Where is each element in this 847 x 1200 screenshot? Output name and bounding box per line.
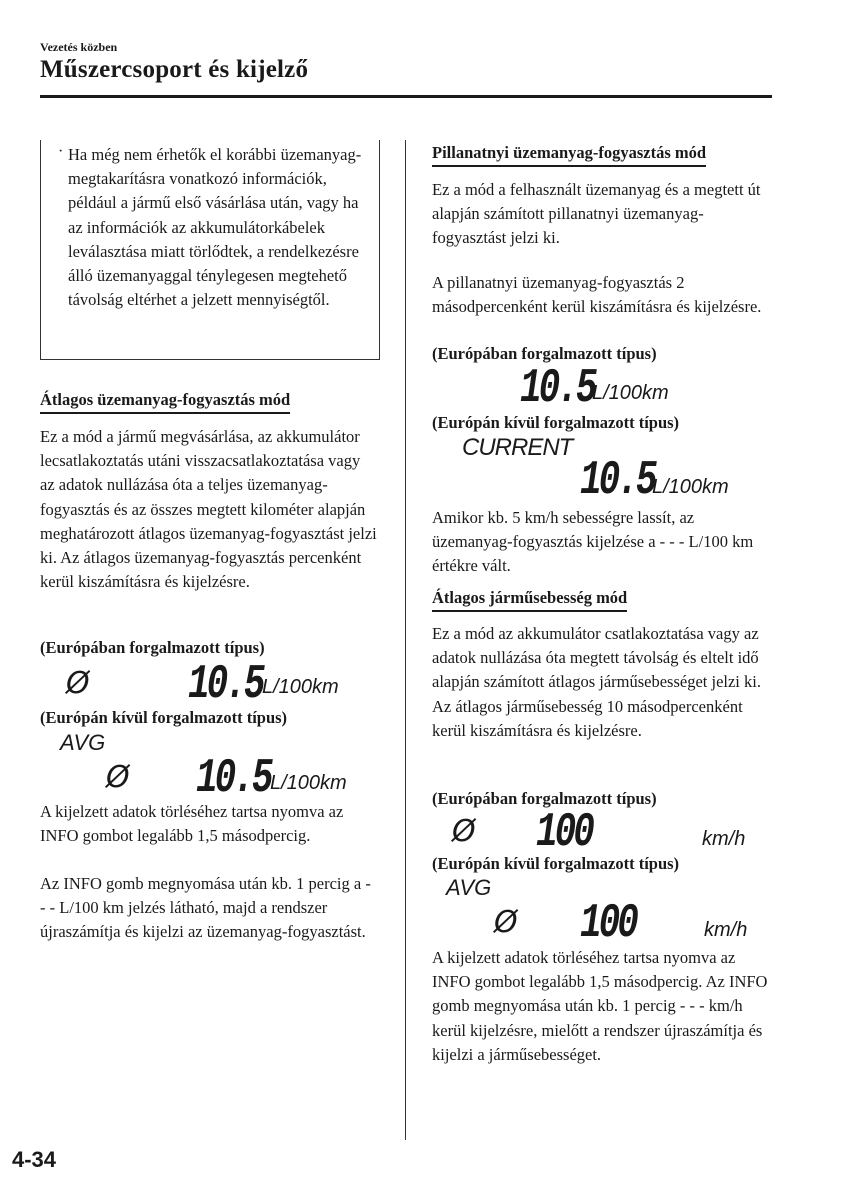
- reset-paragraph: A kijelzett adatok törléséhez tartsa nyomva az INFO gombot legalább 1,5 másodpercig.: [40, 802, 344, 846]
- non-europe-label: (Európán kívül forgalmazott típus): [432, 413, 680, 432]
- speed-reset-paragraph: A kijelzett adatok törléséhez tartsa nyomva az INFO gombot legalább 1,5 másodpercig. Az INFO gomb megnyomása után kb. 1 percig - - - km/h kerül kijelzésre, mielőtt a rendszer újraszámítja és kijelzi a járműsebességet.: [432, 948, 768, 1064]
- avg-tag: AVG: [446, 875, 492, 900]
- lcd-unit: L/100km: [592, 382, 669, 404]
- lcd-value: 10.5: [188, 658, 263, 712]
- lcd-display-speed-non-europe: [432, 875, 772, 951]
- lcd-value: 10.5: [580, 454, 655, 508]
- lcd-unit: L/100km: [652, 476, 729, 498]
- column-divider: [405, 140, 406, 1140]
- lcd-unit: L/100km: [270, 772, 347, 794]
- avg-speed-heading: Átlagos járműsebesség mód: [432, 588, 627, 612]
- lcd-display-speed-europe: [432, 806, 772, 860]
- lcd-unit: L/100km: [262, 676, 339, 698]
- instant-fuel-paragraph-3: Amikor kb. 5 km/h sebességre lassít, az üzemanyag-fogyasztás kijelzése a - - - L/100 km értékre vált.: [432, 508, 754, 576]
- section-label: Vezetés közben: [40, 40, 118, 54]
- lcd-value: 10.5: [196, 752, 271, 806]
- europe-label: (Európában forgalmazott típus): [40, 638, 265, 657]
- lcd-display-instant-europe: [432, 362, 772, 416]
- average-symbol-icon: Ø: [452, 814, 476, 849]
- non-europe-label: (Európán kívül forgalmazott típus): [40, 708, 288, 727]
- page-title: Műszercsoport és kijelző: [40, 56, 309, 83]
- avg-fuel-heading: Átlagos üzemanyag-fogyasztás mód: [40, 390, 290, 414]
- average-symbol-icon: Ø: [494, 905, 518, 940]
- current-tag: CURRENT: [462, 434, 573, 461]
- avg-fuel-paragraph: Ez a mód a jármű megvásárlása, az akkumulátor lecsatlakoztatás utáni visszacsatlakoztatása vagy az adatok nullázása óta a teljes üzemanyag-fogyasztás és az összes megtett kilométer alapján meghatározott átlagos üzemanyag-fogyasztást jelzi ki. Az átlagos üzemanyag-fogyasztás percenként kerül kiszámításra és kijelzésre.: [40, 427, 377, 592]
- lcd-display-avg-non-europe: [40, 730, 380, 806]
- lcd-value: 100: [580, 897, 636, 951]
- average-symbol-icon: Ø: [66, 666, 90, 701]
- instant-fuel-heading: Pillanatnyi üzemanyag-fogyasztás mód: [432, 143, 706, 167]
- note-text: Ha még nem érhetők el korábbi üzemanyag-megtakarításra vonatkozó információk, például a jármű első vásárlása után, vagy ha az információk az akkumulátorkábelek leválasztása miatt törlődtek, a rendelkezésre álló üzemanyaggal ténylegesen megtehető távolság eltérhet a jelzett mennyiségtől.: [68, 145, 362, 310]
- reset-paragraph-2: Az INFO gomb megnyomása után kb. 1 percig a - - - L/100 km jelzés látható, majd a rendszer újraszámítja és kijelzi az üzemanyag-fogyasztást.: [40, 874, 371, 942]
- page-number: 4-34: [12, 1147, 57, 1172]
- note-bullet: ·: [58, 143, 64, 160]
- lcd-display-instant-non-europe: [432, 434, 772, 508]
- title-rule: [40, 95, 772, 98]
- average-symbol-icon: Ø: [106, 760, 130, 795]
- avg-speed-paragraph: Ez a mód az akkumulátor csatlakoztatása vagy az adatok nullázása óta megtett távolság és eltelt idő alapján számított átlagos járműsebességet jelzi ki. Az átlagos járműsebesség 10 másodpercenként kerül kiszámításra és kijelzésre.: [432, 624, 761, 740]
- non-europe-label: (Európán kívül forgalmazott típus): [432, 854, 680, 873]
- lcd-unit: km/h: [702, 828, 746, 850]
- lcd-display-avg-europe: [40, 658, 380, 712]
- europe-label: (Európában forgalmazott típus): [432, 789, 657, 808]
- europe-label: (Európában forgalmazott típus): [432, 344, 657, 363]
- avg-tag: AVG: [60, 730, 106, 755]
- lcd-value: 10.5: [520, 362, 595, 416]
- lcd-value: 100: [536, 806, 592, 860]
- lcd-unit: km/h: [704, 919, 748, 941]
- instant-fuel-paragraph: Ez a mód a felhasznált üzemanyag és a megtett út alapján számított pillanatnyi üzemanyag-fogyasztást jelzi ki.: [432, 180, 761, 248]
- instant-fuel-paragraph-2: A pillanatnyi üzemanyag-fogyasztás 2 másodpercenként kerül kiszámításra és kijelzésre.: [432, 273, 762, 317]
